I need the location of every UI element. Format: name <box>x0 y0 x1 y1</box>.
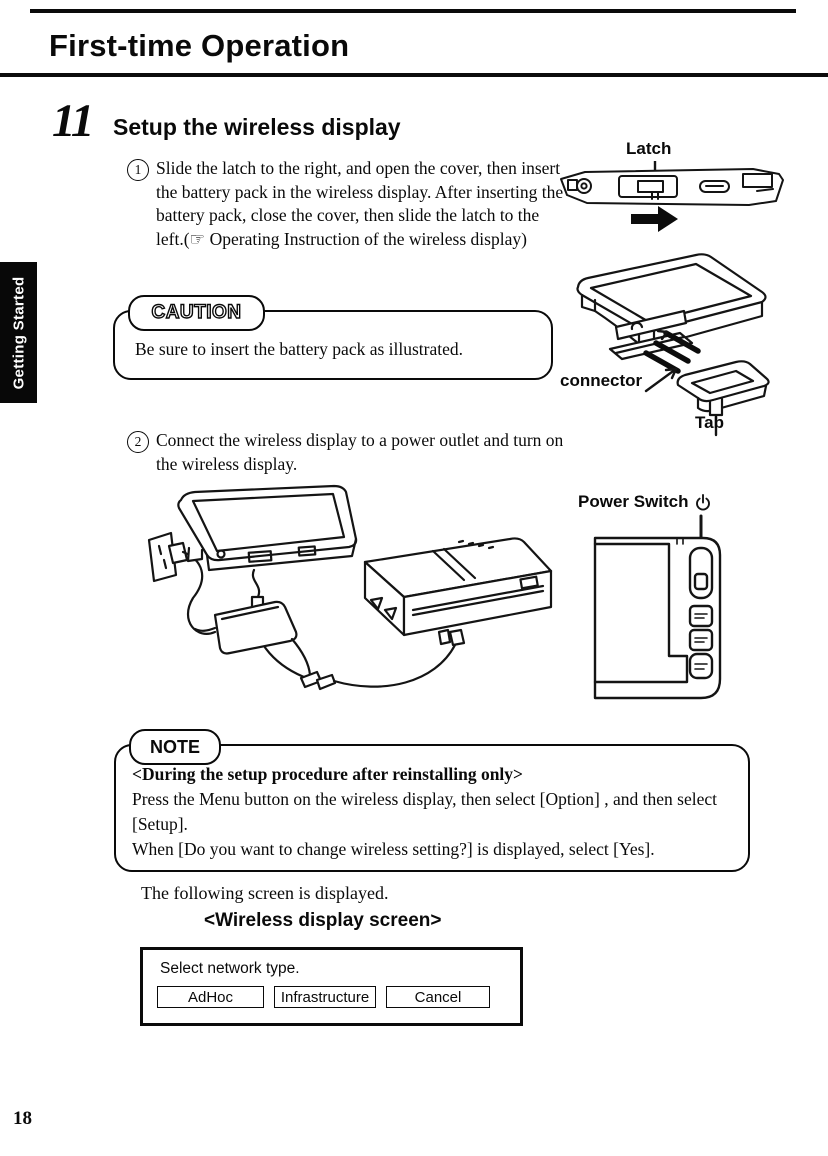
infrastructure-button[interactable]: Infrastructure <box>274 986 376 1008</box>
power-switch-figure <box>587 514 723 706</box>
circled-number-1: 1 <box>127 159 149 181</box>
note-box <box>114 736 750 872</box>
note-heading: <During the setup procedure after reinstalling only> <box>132 764 524 784</box>
cancel-button[interactable]: Cancel <box>386 986 490 1008</box>
top-rule <box>30 9 796 13</box>
page-title: First-time Operation <box>49 28 350 63</box>
circled-number-2: 2 <box>127 431 149 453</box>
dialog-buttons <box>157 986 490 1008</box>
step-title: Setup the wireless display <box>113 114 401 140</box>
substep-1 <box>127 157 569 251</box>
wireless-display-screen-dialog <box>140 947 523 1026</box>
power-connection-figure <box>103 482 561 714</box>
note-body-2: When [Do you want to change wireless setting?] is displayed, select [Yes]. <box>132 839 655 859</box>
note-body-1: Press the Menu button on the wireless display, then select [Option] , and then select [Setup]. <box>132 789 717 834</box>
latch-side-view-figure <box>557 161 787 211</box>
power-switch-label: Power Switch <box>578 492 689 511</box>
screen-title: <Wireless display screen> <box>204 910 442 931</box>
substep-2 <box>127 429 579 476</box>
sidebar-tab-label: Getting Started <box>10 276 27 389</box>
caution-box <box>113 302 553 380</box>
battery-insertion-figure <box>550 247 788 439</box>
note-content <box>132 762 736 862</box>
sidebar-tab-getting-started <box>0 262 37 403</box>
power-icon <box>695 494 711 511</box>
substep-1-text: Slide the latch to the right, and open the cover, then insert the battery pack in the wireless display. After inserting the battery pack, close the cover, then slide the latch to the left.(☞ Operating Instruction of the wireless display) <box>156 158 564 249</box>
substep-2-text: Connect the wireless display to a power outlet and turn on the wireless display. <box>156 430 564 474</box>
latch-label: Latch <box>626 139 672 158</box>
caution-text: Be sure to insert the battery pack as illustrated. <box>135 339 464 359</box>
dialog-prompt: Select network type. <box>160 960 300 977</box>
title-rule <box>0 73 828 77</box>
tab-label: Tab <box>695 413 724 432</box>
screen-intro-text: The following screen is displayed. <box>141 883 389 903</box>
adhoc-button[interactable]: AdHoc <box>157 986 264 1008</box>
connector-label: connector <box>560 371 643 390</box>
slide-right-arrow-icon <box>631 206 679 232</box>
page-number: 18 <box>13 1108 32 1129</box>
step-number: 11 <box>52 95 93 147</box>
power-switch-caption <box>578 492 711 512</box>
note-badge: NOTE <box>129 729 221 765</box>
caution-badge: CAUTION <box>128 295 265 331</box>
